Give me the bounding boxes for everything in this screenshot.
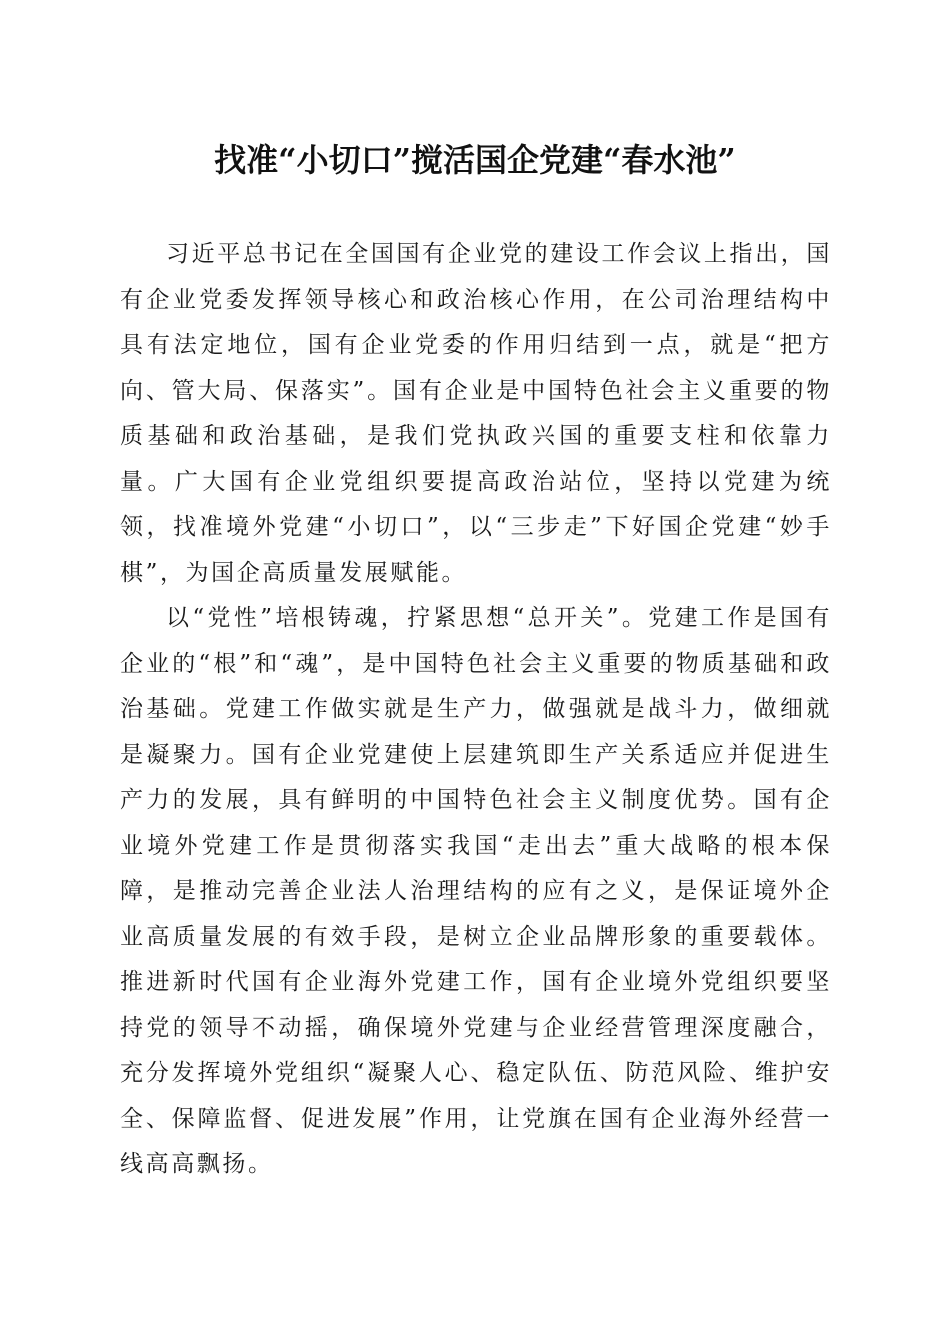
document-body [120, 232, 832, 1188]
paragraph-intro: 习近平总书记在全国国有企业党的建设工作会议上指出，国有企业党委发挥领导核心和政治核心作用，在公司治理结构中具有法定地位，国有企业党委的作用归结到一点，就是“把方向、管大局、保落实”。国有企业是中国特色社会主义重要的物质基础和政治基础，是我们党执政兴国的重要支柱和依靠力量。广大国有企业党组织要提高政治站位，坚持以党建为统领，找准境外党建“小切口”，以“三步走”下好国企党建“妙手棋”，为国企高质量发展赋能。 [120, 241, 832, 586]
paragraph-party-spirit: 以“党性”培根铸魂，拧紧思想“总开关”。党建工作是国有企业的“根”和“魂”，是中国特色社会主义重要的物质基础和政治基础。党建工作做实就是生产力，做强就是战斗力，做细就是凝聚力。国有企业党建使上层建筑即生产关系适应并促进生产力的发展，具有鲜明的中国特色社会主义制度优势。国有企业境外党建工作是贯彻落实我国“走出去”重大战略的根本保障，是推动完善企业法人治理结构的应有之义，是保证境外企业高质量发展的有效手段，是树立企业品牌形象的重要载体。推进新时代国有企业海外党建工作，国有企业境外党组织要坚持党的领导不动摇，确保境外党建与企业经营管理深度融合，充分发挥境外党组织“凝聚人心、稳定队伍、防范风险、维护安全、保障监督、促进发展”作用，让党旗在国有企业海外经营一线高高飘扬。 [120, 605, 832, 1177]
document-title: 找准“小切口”搅活国企党建“春水池” [214, 141, 736, 179]
